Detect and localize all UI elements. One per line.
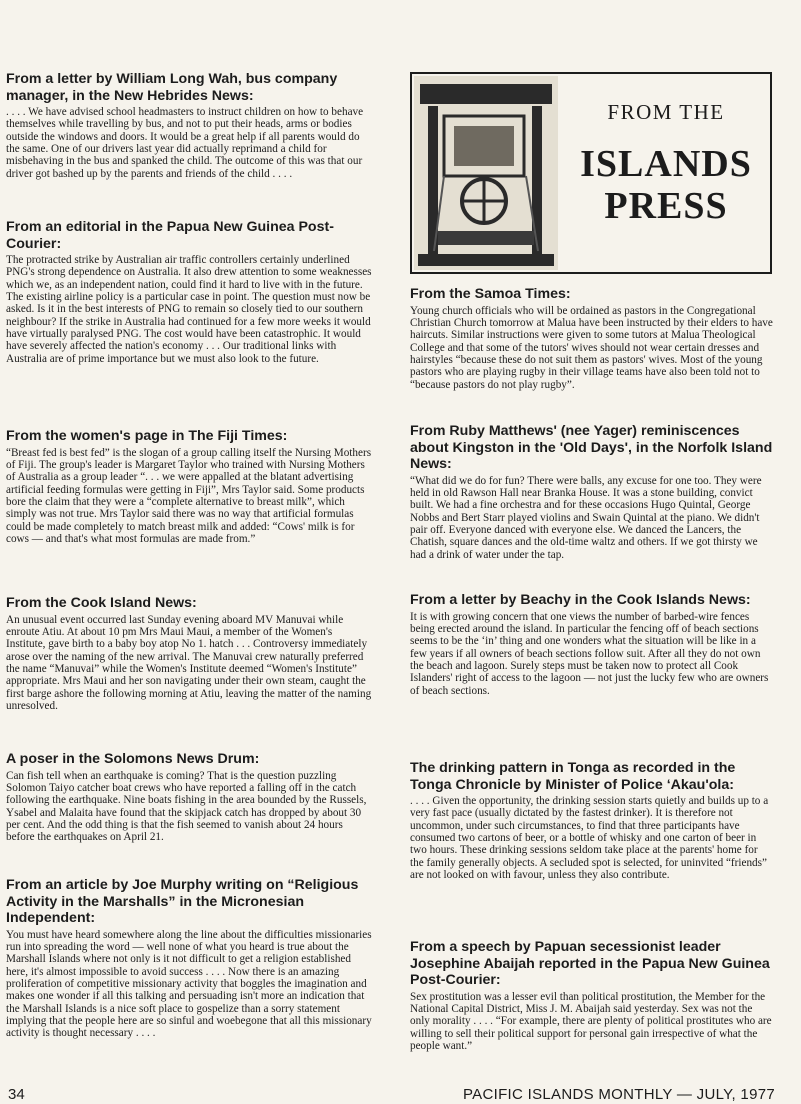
article-micronesian-independent [6, 877, 374, 1040]
article-heading: A poser in the Solomons News Drum: [6, 751, 260, 767]
article-body: It is with growing concern that one views the number of barbed-wire fences being erected around the island. In particular the fencing off of beach sections seems to be the ‘in’ thing and one wonders what the situation will be like in a few years if all owners of beach sections follow suit. After all they do not own the beach and lagoon. Surely steps must be taken now to protect all Cook Islanders' right of access to the lagoon — not just the lucky few who are owners of beach sections. [410, 610, 769, 697]
article-cook-islands-news-letter [410, 592, 774, 697]
article-body: An unusual event occurred last Sunday evening aboard MV Manuvai while enroute Atiu. At about 10 pm Mrs Maui Maui, a member of the Women's Institute, gave birth to a baby boy atop No 1. hatch . . . Controversy immediately arose over the naming of the new arrival. The Manuvai crew naturally preferred the name “Manuvai” while the Women's Institute deemed “Women's Institute” appropriate. Mrs Maui and her son navigating under their own steam, caught the first barge ashore the following morning at Atiu, leaving the matter of the naming unresolved. [6, 613, 372, 712]
article-heading: From the women's page in The Fiji Times: [6, 428, 288, 444]
article-norfolk-island-news [410, 423, 774, 561]
article-cook-island-news [6, 595, 374, 712]
article-body: You must have heard somewhere along the line about the difficulties missionaries run into spreading the word — well none of what you heard is true about the Marshall Islands where not only is it not difficult to get a religion established here, it's almost impossible to avoid success . . . . Now there is an amazing proliferation of competitive missionary activity that boggles the imagination and makes one wonder if all this talking and persuading isn't more an indication that the Marshall Islands is a nice soft place to gospelize than a sorry statement implying that the people here are so sinful and woebegone that all this missionary activity is thought necessary . . . . [6, 928, 372, 1040]
article-heading: From Ruby Matthews' (nee Yager) reminiscences about Kingston in the 'Old Days', in the Norfolk Island News: [410, 423, 773, 472]
masthead-line-press: PRESS [604, 185, 728, 227]
article-heading: From the Cook Island News: [6, 595, 197, 611]
article-tonga-chronicle [410, 760, 774, 881]
article-heading: From the Samoa Times: [410, 286, 571, 302]
article-bus-company-letter [6, 71, 374, 180]
islands-press-masthead [410, 72, 772, 274]
article-body: . . . . Given the opportunity, the drinking session starts quietly and builds up to a very fast pace (usually dictated by the fastest drinker). It is therefore not uncommon, under such circumstances, to find that three participants have consumed two cartons of beer, or a bottle of whisky and one carton of beer in two hours. These drinking sessions seldom take place at the parents' home for the family generally objects. A secluded spot is selected, for uninvited “friends” are not looked on with favour, unless they also contribute. [410, 795, 769, 882]
article-body: “Breast fed is best fed” is the slogan of a group calling itself the Nursing Mothers of Fiji. The group's leader is Margaret Taylor who trained with Nursing Mothers of Australia as a group leader “. . . we were appalled at the blatant advertising artificial feeding formulas were getting in Fiji”, Mrs Taylor said. Some products bore the claim that they were a “complete alternative to breast milk”, which simply was not true. Mrs Taylor said there was no way that artificial formulas could be made completely to match breast milk and added: “Cows' milk is for cows — and that's what most formulas are made from.” [6, 446, 372, 545]
article-body: The protracted strike by Australian air traffic controllers certainly underlined PNG's strong dependence on Australia. It also drew attention to some weaknesses which we, as an independent nation, could find it hard to live with in the future. The existing airline policy is a particular case in point. The question must now be asked. Is it in the best interests of PNG to remain so closely tied to our southern neighbour? If the strike in Australia had continued for a few more weeks it would have virtually paralysed PNG. The cost would have been catastrophic. It would have severely affected the nation's economy . . . Our traditional links with Australia are of prime importance but we must also look to the future. [6, 254, 372, 365]
article-post-courier-editorial [6, 219, 374, 365]
page-number: 34 [8, 1086, 25, 1103]
masthead-line-from-the: FROM THE [607, 100, 725, 124]
masthead-line-islands: ISLANDS [580, 143, 752, 185]
article-heading: From a letter by Beachy in the Cook Islands News: [410, 592, 751, 608]
masthead-illustration [414, 76, 558, 270]
article-body: Young church officials who will be ordained as pastors in the Congregational Christian Church tomorrow at Malua have been instructed by their elders to have haircuts. Similar instructions were given to some tutors at Malua Theological College and that some of the tutors' wives should not wear certain dresses and hairstyles “because these do not suit them as pastors' wives. Most of the young pastors who are playing rugby in their village teams have also been told not to “because pastors do not play rugby”. [410, 304, 773, 391]
article-body: “What did we do for fun? There were balls, any excuse for one too. They were held in old Rawson Hall near Branka House. It was a stone building, convict built. We had a fine orchestra and for these occasions Hugo Quintal, George Nobbs and Bert Starr played violins and Swain Quintal at the piano. We didn't pair off. Everyone danced with everyone else. We danced the Lancers, the Chatish, square dances and the old-time waltz and others. If we got thirsty we had a drink of water under the tap. [410, 474, 762, 561]
article-heading: From a speech by Papuan secessionist leader Josephine Abaijah reported in the Papua New Guinea Post-Courier: [410, 939, 770, 988]
article-heading: From an editorial in the Papua New Guinea Post-Courier: [6, 219, 334, 252]
article-solomons-news-drum [6, 751, 374, 844]
article-body: Sex prostitution was a lesser evil than political prostitution, the Member for the National Capital District, Miss J. M. Abaijah said yesterday. Sex was not the only morality . . . . “For example, there are plenty of political prostitutes who are willing to sell their political support for personal gain irrespective of what the people want.” [410, 990, 772, 1052]
article-body: Can fish tell when an earthquake is coming? That is the question puzzling Solomon Taiyo catcher boat crews who have reported a falling off in the catch following the earthquake. Nine boats fishing in the area bounded by the Russels, Ysabel and Malaita have found that the skipjack catch has dropped by about 30 per cent. And the odd thing is that the fish seemed to vanish about 24 hours before the earthquakes on April 21. [6, 769, 367, 844]
article-samoa-times [410, 286, 774, 391]
masthead-title [562, 74, 770, 272]
publication-footer: PACIFIC ISLANDS MONTHLY — JULY, 1977 [462, 1086, 775, 1103]
article-heading: From an article by Joe Murphy writing on “Religious Activity in the Marshalls” in the Micronesian Independent: [6, 877, 359, 926]
article-body: . . . . We have advised school headmasters to instruct children on how to behave themselves while travelling by bus, and not to put their heads, arms or bodies outside the windows and doors. It would be a great help if all parents would do the same. One of our drivers last year did actually reprimand a child for misbehaving in the bus and spanked the child. The outcome of this was that our driver got bashed up by the parents and friends of the child . . . . [6, 106, 364, 180]
article-heading: From a letter by William Long Wah, bus company manager, in the New Hebrides News: [6, 71, 338, 104]
printing-press-illustration [414, 76, 558, 270]
article-fiji-times-womens-page [6, 428, 374, 545]
article-heading: The drinking pattern in Tonga as recorded in the Tonga Chronicle by Minister of Police ‘Akau'ola: [410, 760, 736, 793]
article-abaijah-speech [410, 939, 774, 1052]
